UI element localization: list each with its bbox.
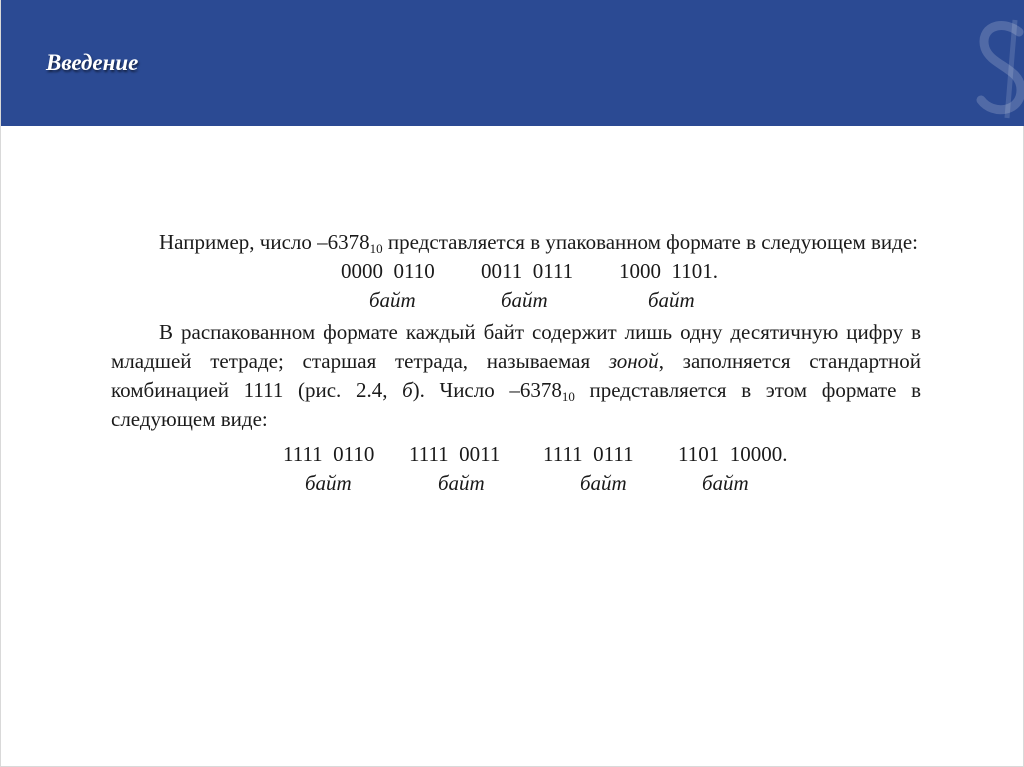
text-body [111,228,921,501]
packed-byte-label-2: байт [501,288,548,312]
slide-title: Введение [46,50,139,75]
packed-group-2: 0011 0111 [481,259,574,283]
para2-italic-zone: зоной [608,349,659,373]
para2-text-a: В распакованном формате каждый байт содержит лишь одну десятичную цифру в младшей тетраде; старшая тетрада, называемая [111,320,921,373]
unpacked-group-4: 1101 10000. [678,442,788,466]
paragraph-2 [111,318,921,434]
unpacked-byte-label-2: байт [438,471,485,495]
packed-byte-label-1: байт [369,288,416,312]
unpacked-byte-labels [111,469,921,501]
packed-byte-label-3: байт [648,288,695,312]
para2-text-b: , заполняется стандартной комбинацией 1111 (рис. 2.4, [111,349,922,402]
para2-number: –6378 [509,378,562,402]
para2-subscript: 10 [561,389,575,404]
para2-italic-b: б [402,378,413,402]
unpacked-byte-label-1: байт [305,471,352,495]
paragraph-1 [111,228,921,257]
packed-byte-labels [111,286,921,318]
para1-text-b: представляется в упакованном формате в следующем виде: [382,230,919,254]
packed-group-1: 0000 0110 [341,259,435,283]
unpacked-group-2: 1111 0011 [409,442,501,466]
unpacked-group-1: 1111 0110 [283,442,375,466]
para1-text-a: Например, число [159,230,318,254]
header-bar [1,0,1024,126]
para2-text-d: представляется в этом формате в следующем виде: [111,378,921,431]
para2-text-c: ). Число [412,378,510,402]
para1-subscript: 10 [369,241,383,256]
unpacked-byte-label-4: байт [702,471,749,495]
packed-group-3: 1000 1101. [619,259,718,283]
para1-number: –6378 [317,230,370,254]
unpacked-group-3: 1111 0111 [543,442,634,466]
packed-code-line [111,257,921,286]
unpacked-code-line [111,440,921,469]
dollar-s-watermark-icon [971,14,1024,124]
unpacked-byte-label-3: байт [580,471,627,495]
